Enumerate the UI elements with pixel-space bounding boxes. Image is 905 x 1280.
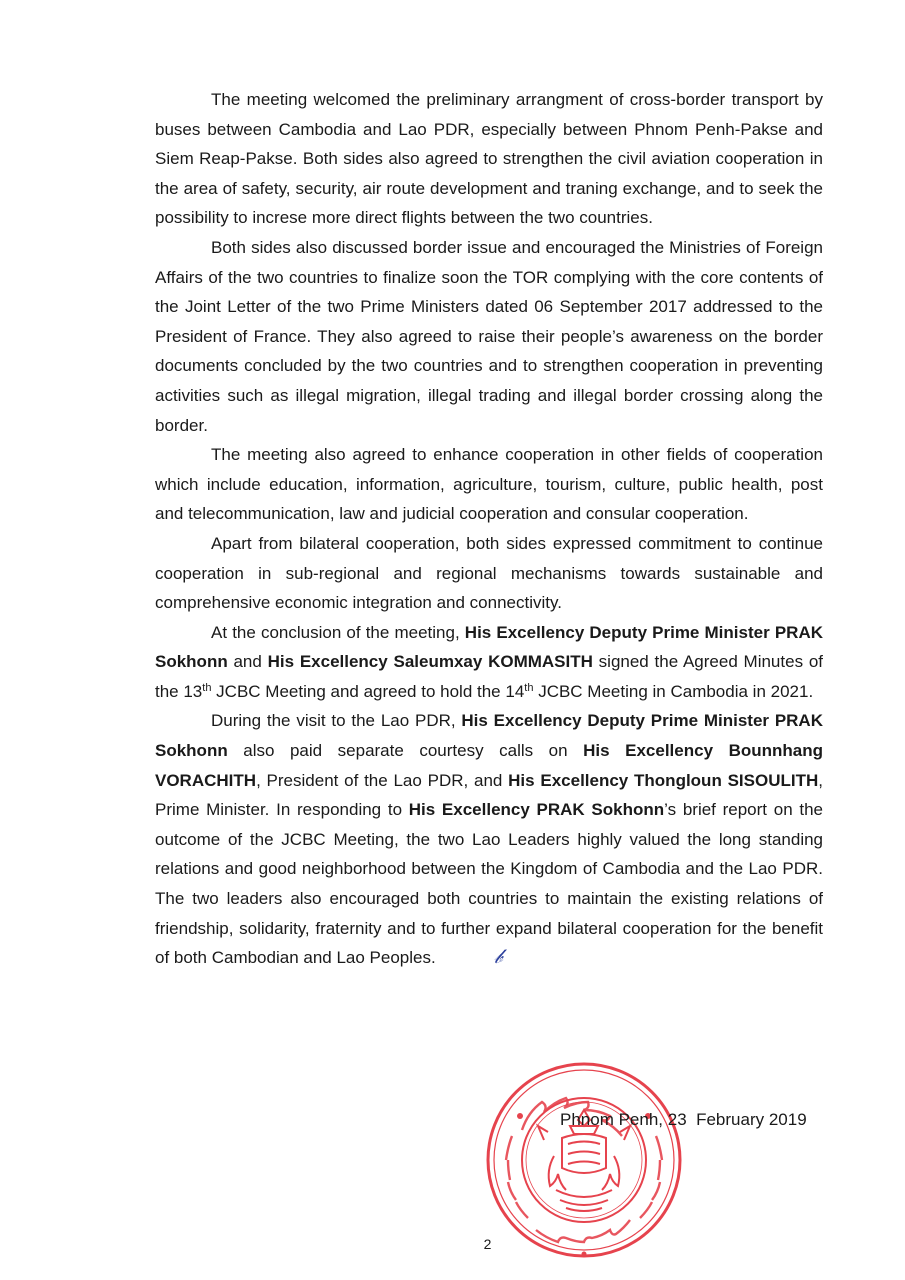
ordinal-suffix: th [524, 681, 534, 694]
paragraph-courtesy-calls [155, 706, 823, 972]
text-run: , President of the Lao PDR, and [256, 770, 509, 790]
bold-name: His Excellency Bounnhang VORACHITH [155, 741, 823, 790]
bold-name: His Excellency Deputy Prime Minister PRAK Sokhonn [155, 622, 823, 672]
place-and-date: Phnom Penh, 23 February 2019 [560, 1110, 807, 1129]
seal-outer-ring [488, 1064, 680, 1256]
official-seal-stamp [484, 1060, 684, 1260]
bold-name: His Excellency PRAK Sokhonn [408, 800, 665, 820]
paragraph-regional: Apart from bilateral cooperation, both sides expressed commitment to continue cooperation in sub-regional and regional mechanisms towards sustainable and comprehensive economic integration and connectivity. [155, 533, 823, 613]
text-run: also paid separate courtesy calls on [227, 741, 584, 761]
bold-name: His Excellency Saleumxay KOMMASITH [267, 652, 593, 672]
paragraph-transport: The meeting welcomed the preliminary arrangment of cross-border transport by buses between Cambodia and Lao PDR, especially between Phnom Penh-Pakse and Siem Reap-Pakse. Both sides also agreed to strengthen the civil aviation cooperation in the area of safety, security, air route development and traning exchange, and to seek the possibility to increse more direct flights between the two countries. [155, 90, 823, 228]
page-number: 2 [483, 1236, 492, 1252]
text-run: signed the Agreed Minutes of the 13 [155, 652, 824, 701]
text-run: At the conclusion of the meeting, [211, 622, 465, 642]
text-run: During the visit to the Lao PDR, [211, 711, 462, 731]
bold-name: His Excellency Thongloun SISOULITH [508, 770, 819, 790]
text-run: JCBC Meeting and agreed to hold the 14 [211, 681, 525, 701]
initial-signature: 𝒷 [493, 944, 503, 969]
document-body [155, 85, 823, 973]
text-run: , Prime Minister. In responding to [155, 770, 823, 820]
text-run: and [227, 652, 268, 672]
paragraph-conclusion [155, 618, 823, 707]
bold-name: His Excellency Deputy Prime Minister PRAK Sokhonn [155, 711, 823, 761]
paragraph-other-fields: The meeting also agreed to enhance cooperation in other fields of cooperation which include education, information, agriculture, tourism, culture, public health, post and telecommunication, law and judicial cooperation and consular cooperation. [155, 445, 823, 524]
text-run: ’s brief report on the outcome of the JCBC Meeting, the two Lao Leaders highly valued the long standing relations and good neighborhood between the Kingdom of Cambodia and the Lao PDR. The two leaders also encouraged both countries to maintain the existing relations of friendship, solidarity, fraternity and to further expand bilateral cooperation for the benefit of both Cambodian and Lao Peoples. [155, 800, 823, 968]
paragraph-border: Both sides also discussed border issue and encouraged the Ministries of Foreign Affairs of the two countries to finalize soon the TOR complying with the core contents of the Joint Letter of the two Prime Ministers dated 06 September 2017 addressed to the President of France. They also agreed to raise their people’s awareness on the border documents concluded by the two countries and to strengthen cooperation in preventing activities such as illegal migration, illegal trading and illegal border crossing along the border. [155, 237, 823, 435]
ordinal-suffix: th [202, 681, 212, 694]
text-run: JCBC Meeting in Cambodia in 2021. [533, 681, 814, 701]
